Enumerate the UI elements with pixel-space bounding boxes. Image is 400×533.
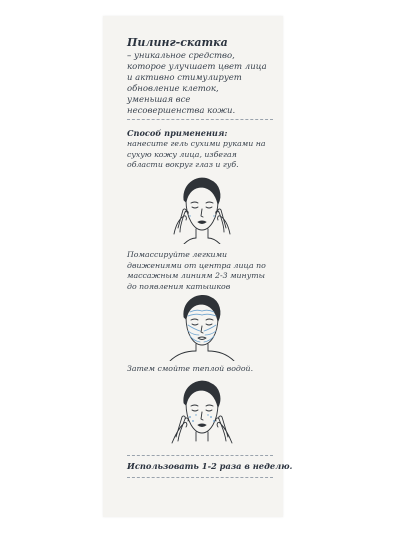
usage-frequency: Использовать 1-2 раза в неделю. bbox=[127, 461, 293, 471]
divider-bottom bbox=[127, 477, 273, 478]
divider-bottom-top bbox=[127, 455, 273, 456]
step-apply-text: нанесите гель сухими руками на сухую кожу лица, избегая области вокруг глаз и губ. bbox=[127, 139, 266, 169]
illustration-rinse bbox=[166, 377, 238, 449]
step-massage-text: Помассируйте легкими движениями от центра лица по массажным линиям 2-3 минуты до появления катышков bbox=[127, 250, 266, 291]
method-title: Способ применения: bbox=[127, 128, 228, 138]
product-title: Пилинг-скатка bbox=[127, 36, 228, 49]
illustration-massage-lines bbox=[166, 293, 238, 361]
divider-top bbox=[127, 119, 273, 120]
product-description: – уникальное средство, которое улучшает цвет лица и активно стимулирует обновление клеток, уменьшая все несовершенства кожи. bbox=[127, 51, 267, 116]
illustration-apply-gel bbox=[166, 172, 238, 244]
step-rinse-text: Затем смойте теплой водой. bbox=[127, 364, 254, 373]
